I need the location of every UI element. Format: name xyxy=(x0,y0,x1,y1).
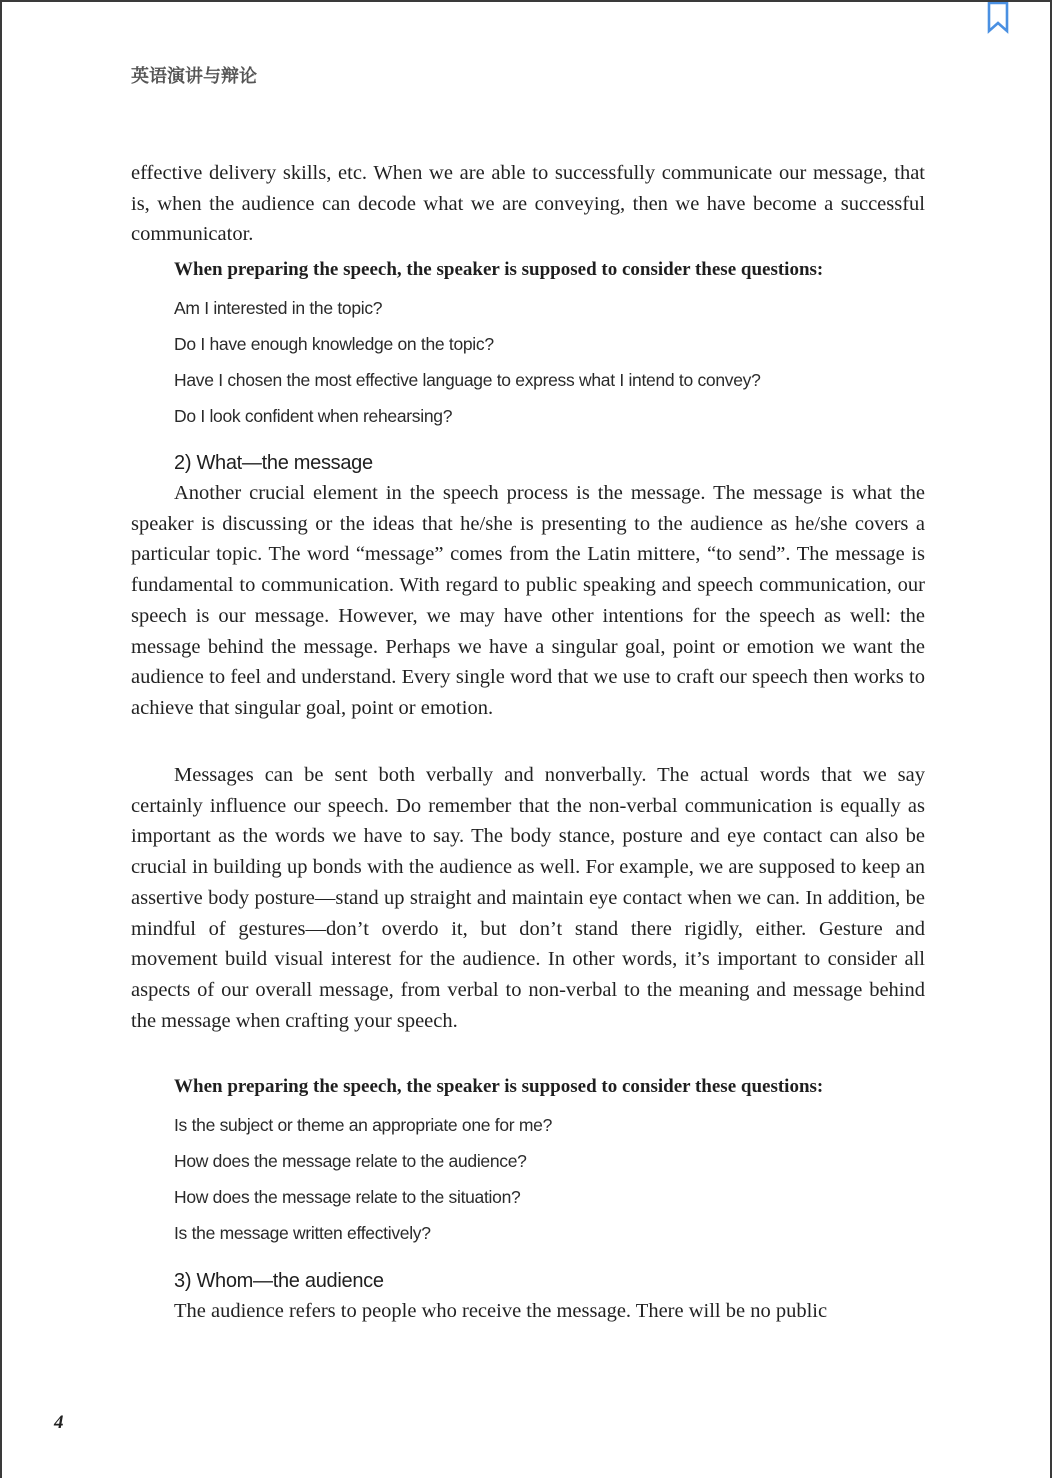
running-head-title: 英语演讲与辩论 xyxy=(131,66,257,87)
message-paragraph-1: Another crucial element in the speech process is the message. The message is what the speaker is discussing or the ideas that he/she is presenting to the audience as he/she covers a particular topic. The word “message” comes from the Latin mittere, “to send”. The message is fundamental to communication. With regard to public speaking and speech communication, our speech is our message. However, we may have other intentions for the speech as well: the message behind the message. Perhaps we have a singular goal, point or emotion we want the audience to feel and understand. Every single word that we use to craft our speech then works to achieve that singular goal, point or emotion. xyxy=(131,482,925,719)
book-page xyxy=(2,2,1052,1480)
question-item: How does the message relate to the situation? xyxy=(174,1187,521,1207)
question-item: Is the subject or theme an appropriate one for me? xyxy=(174,1115,553,1135)
question-item: Have I chosen the most effective language to express what I intend to convey? xyxy=(174,370,761,390)
section-heading-what: 2) What—the message xyxy=(174,452,373,474)
question-item: Do I look confident when rehearsing? xyxy=(174,406,453,426)
message-paragraph-2: Messages can be sent both verbally and nonverbally. The actual words that we say certainly influence our speech. Do remember that the non-verbal communication is equally as important as the words we have to say. The body stance, posture and eye contact can also be crucial in building up bonds with the audience as well. For example, we are supposed to keep an assertive body posture—stand up straight and maintain eye contact when we can. In addition, be mindful of gestures—don’t overdo it, but don’t stand there rigidly, either. Gesture and movement build visual interest for the audience. In other words, it’s important to consider all aspects of our overall message, from verbal to non-verbal to the meaning and message behind the message when crafting your speech. xyxy=(131,764,925,1032)
questions-lead-1: When preparing the speech, the speaker is supposed to consider these questions: xyxy=(174,259,824,280)
section-heading-whom: 3) Whom—the audience xyxy=(174,1270,384,1292)
question-item: Do I have enough knowledge on the topic? xyxy=(174,334,494,354)
question-item: Am I interested in the topic? xyxy=(174,298,383,318)
page-number: 4 xyxy=(54,1412,64,1433)
intro-paragraph: effective delivery skills, etc. When we are able to successfully communicate our message, that is, when the audience can decode what we are conveying, then we have become a successful communicator. xyxy=(131,162,925,246)
questions-lead-2: When preparing the speech, the speaker is supposed to consider these questions: xyxy=(174,1076,824,1097)
question-item: How does the message relate to the audience? xyxy=(174,1151,527,1171)
bookmark-icon[interactable] xyxy=(986,2,1010,34)
question-item: Is the message written effectively? xyxy=(174,1223,431,1243)
audience-paragraph: The audience refers to people who receive the message. There will be no public xyxy=(174,1300,828,1322)
